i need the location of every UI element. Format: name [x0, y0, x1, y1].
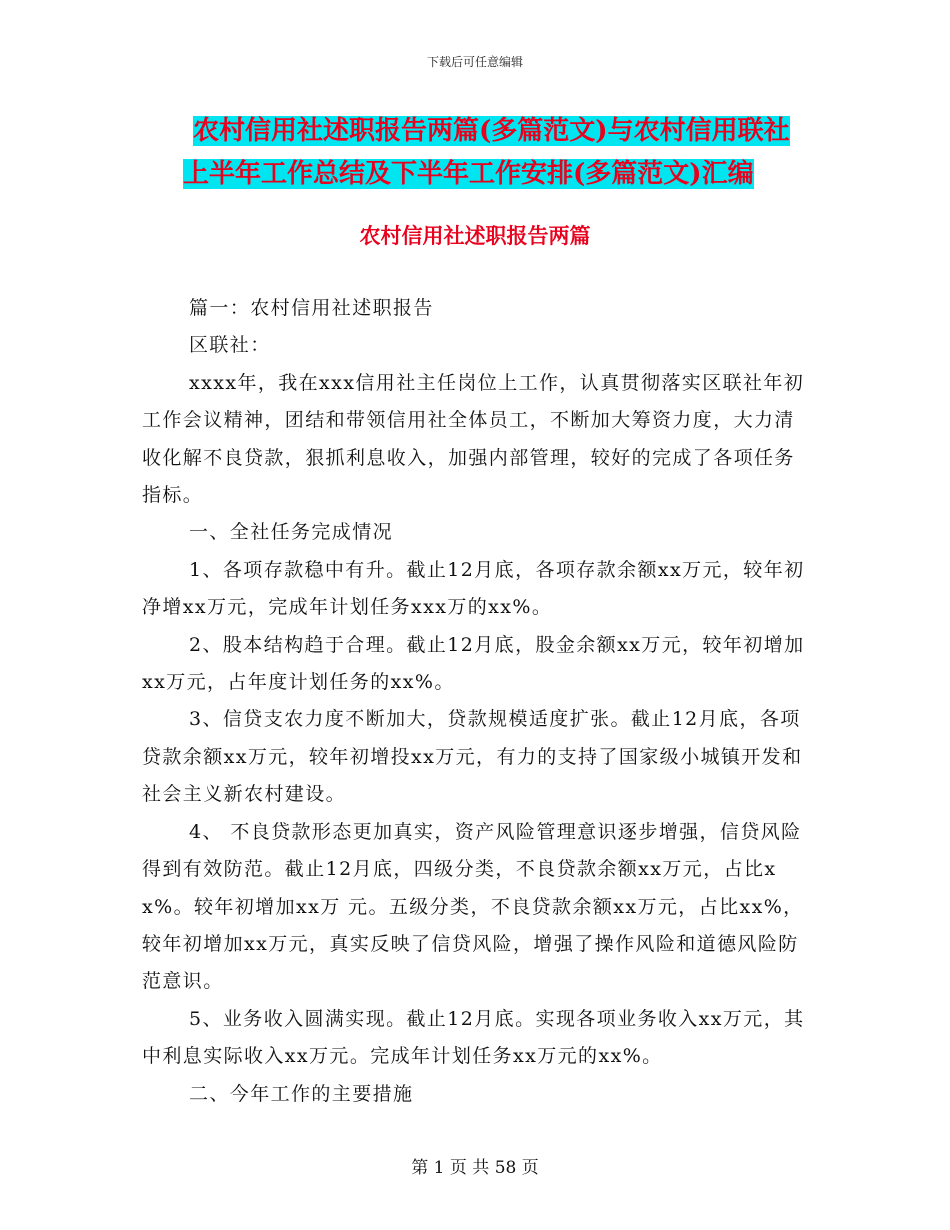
document-title-text-2: 上半年工作总结及下半年工作安排(多篇范文)汇编: [183, 159, 754, 189]
paragraph: 区联社：: [189, 334, 271, 357]
paragraph: 3、信贷支农力度不断加大，贷款规模适度扩张。截止12月底，各项贷款余额xx万元，较年初增投xx万元，有力的支持了国家级小城镇开发和社会主义新农村建设。: [142, 708, 803, 806]
paragraph: xxxx年，我在xxx信用社主任岗位上工作，认真贯彻落实区联社年初工作会议精神，团结和带领信用社全体员工，不断加大筹资力度，大力清收化解不良贷款，狠抓利息收入，加强内部管理，较好的完成了各项任务指标。: [142, 371, 805, 507]
page-number-footer: 第 1 页 共 58 页: [411, 1158, 539, 1178]
document-title-text-1: 农村信用社述职报告两篇(多篇范文)与农村信用联社: [193, 116, 790, 146]
paragraph: 1、各项存款稳中有升。截止12月底，各项存款余额xx万元，较年初净增xx万元，完成年计划任务xxx万的xx%。: [142, 558, 805, 619]
section-title: 农村信用社述职报告两篇: [359, 223, 591, 248]
paragraph: 4、 不良贷款形态更加真实，资产风险管理意识逐步增强，信贷风险得到有效防范。截止12月底，四级分类，不良贷款余额xx万元，占比xx%。较年初增加xx万 元。五级分类，不良贷款余额xx万元，占比xx%，较年初增加xx万元，真实反映了信贷风险，增强了操作风险和道德风险防范意识。: [142, 820, 804, 993]
paragraph: 5、业务收入圆满实现。截止12月底。实现各项业务收入xx万元，其中利息实际收入xx万元。完成年计划任务xx万元的xx%。: [142, 1007, 805, 1068]
paragraph: 二、今年工作的主要措施: [189, 1082, 414, 1105]
paragraph: 篇一：农村信用社述职报告: [189, 297, 434, 319]
body-text: [142, 290, 812, 1113]
document-title-line-1: [0, 113, 950, 149]
page-header-note: 下载后可任意编辑: [426, 55, 523, 69]
document-title-line-2: [0, 156, 950, 192]
paragraph: 2、股本结构趋于合理。截止12月底，股金余额xx万元，较年初增加xx万元，占年度计划任务的xx%。: [142, 633, 805, 694]
paragraph: 一、全社任务完成情况: [189, 521, 394, 544]
